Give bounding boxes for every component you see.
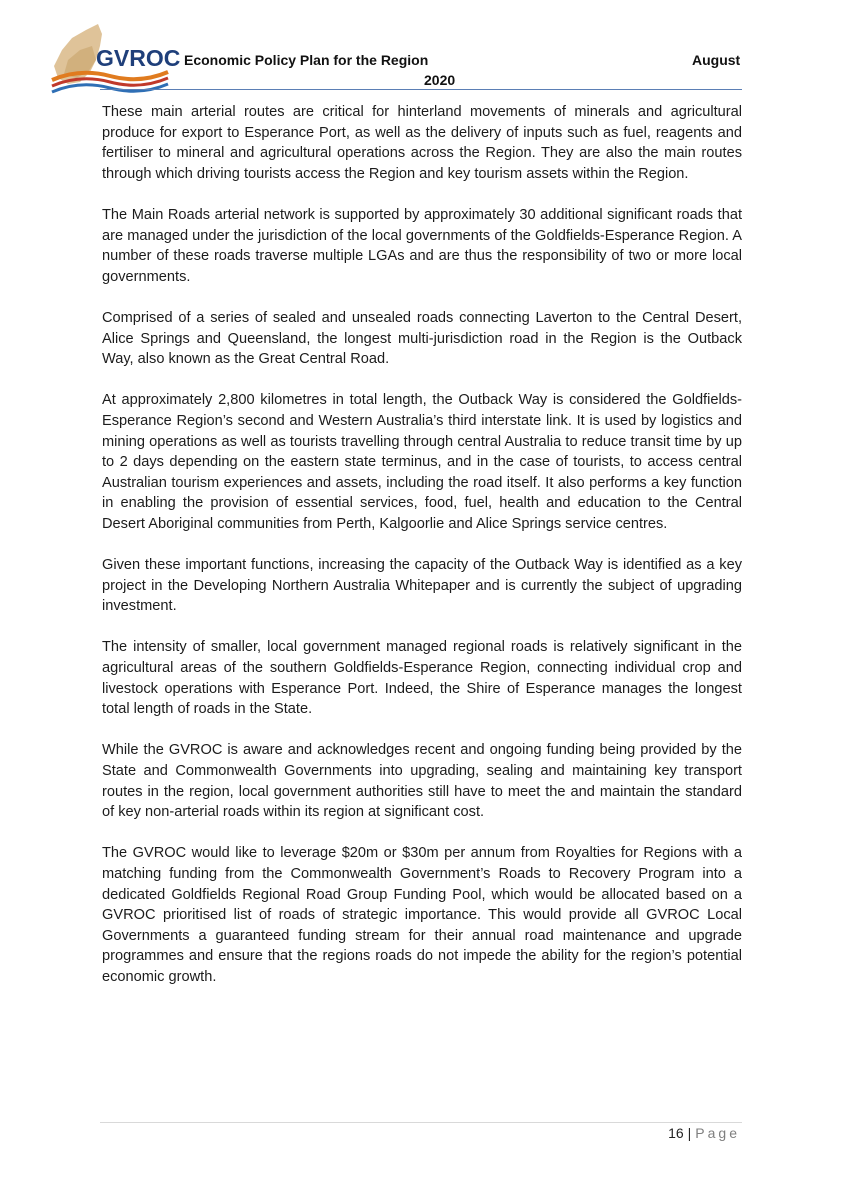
paragraph: While the GVROC is aware and acknowledges recent and ongoing funding being provided by the State and Commonwealth Governments into upgrading, sealing and maintaining key transport routes in the region, local government authorities still have to meet the and maintain the standard of key non-arterial roads within its region at significant cost. bbox=[102, 742, 742, 821]
logo-text: GVROC bbox=[96, 45, 181, 71]
page-number: 16 bbox=[668, 1125, 684, 1141]
header-divider bbox=[100, 89, 742, 90]
paragraph: The Main Roads arterial network is supported by approximately 30 additional significant roads that are managed under the jurisdiction of the local governments of the Goldfields-Esperance Region. A number of these roads traverse multiple LGAs and are thus the responsibility of two or more local governments. bbox=[102, 206, 742, 285]
page-footer bbox=[668, 1125, 740, 1141]
blue-wave bbox=[52, 84, 168, 92]
paragraph: At approximately 2,800 kilometres in total length, the Outback Way is considered the Goldfields-Esperance Region’s second and Western Australia’s third interstate link. It is used by logistics and mining operations as well as tourists travelling through central Australia to reduce transit time by up to 2 days depending on the eastern state terminus, and in the case of tourists, to access central Australian tourism experiences and assets, including the road itself. It also performs a key function in enabling the provision of essential services, food, fuel, health and education to the Central Desert Aboriginal communities from Perth, Kalgoorlie and Alice Springs service centres. bbox=[102, 392, 742, 532]
document-title: Economic Policy Plan for the Region bbox=[184, 52, 429, 68]
gvroc-logo bbox=[50, 20, 190, 100]
page-label: Page bbox=[695, 1125, 740, 1141]
paragraph: Comprised of a series of sealed and unsealed roads connecting Laverton to the Central Desert, Alice Springs and Queensland, the longest multi-jurisdiction road in the Region is the Outback Way, also known as the Great Central Road. bbox=[102, 309, 742, 368]
paragraph: Given these important functions, increasing the capacity of the Outback Way is identified as a key project in the Developing Northern Australia Whitepaper and is currently the subject of upgrading investment. bbox=[102, 557, 742, 615]
footer-divider bbox=[100, 1122, 742, 1123]
paragraph: The intensity of smaller, local government managed regional roads is relatively significant in the agricultural areas of the southern Goldfields-Esperance Region, connecting individual crop and livestock operations with Esperance Port. Indeed, the Shire of Esperance manages the longest total length of roads in the State. bbox=[102, 639, 742, 718]
footer-separator: | bbox=[687, 1125, 692, 1141]
page-body bbox=[102, 102, 742, 1008]
header-year: 2020 bbox=[424, 72, 456, 88]
gvroc-logo-graphic bbox=[50, 20, 190, 100]
header-month: August bbox=[692, 52, 741, 68]
paragraph: The GVROC would like to leverage $20m or $30m per annum from Royalties for Regions with a matching funding from the Commonwealth Government’s Roads to Recovery Program into a dedicated Goldfields Regional Road Group Funding Pool, which would be allocated based on a GVROC prioritised list of roads of strategic importance. This would provide all GVROC Local Governments a guaranteed funding stream for their annual road maintenance and upgrade programmes and ensure that the regions roads do not impede the ability for the region’s potential economic growth. bbox=[102, 845, 742, 985]
paragraph: These main arterial routes are critical for hinterland movements of minerals and agricultural produce for export to Esperance Port, as well as the delivery of inputs such as fuel, reagents and fertiliser to mineral and agricultural operations across the Region. They are also the main routes through which driving tourists access the Region and key tourism assets within the Region. bbox=[102, 104, 742, 182]
